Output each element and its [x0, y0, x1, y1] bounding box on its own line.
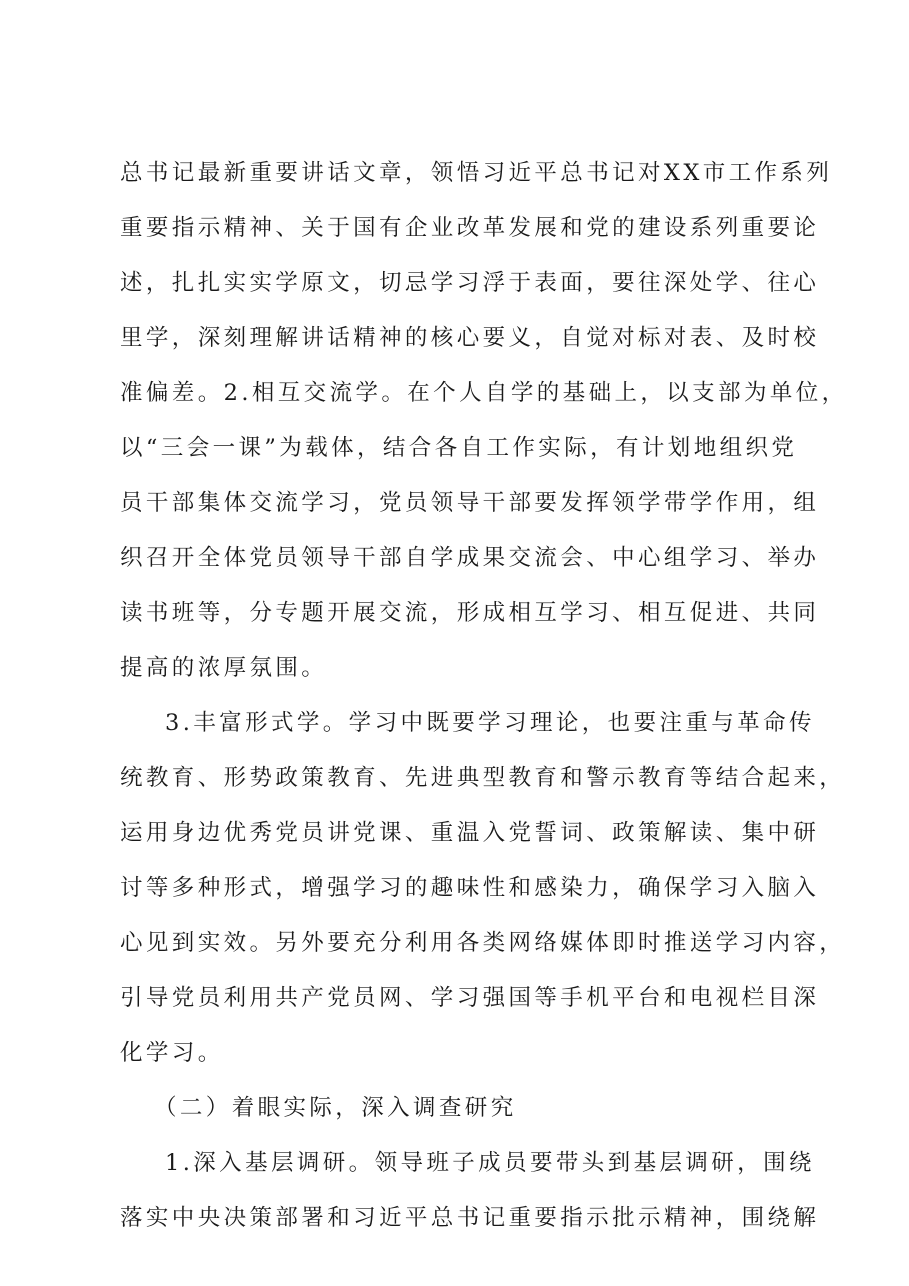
paragraph-line: 重要指示精神、关于国有企业改革发展和党的建设系列重要论 [120, 215, 820, 241]
paragraph-3 [120, 1136, 820, 1246]
paragraph-line: 读书班等，分专题开展交流，形成相互学习、相互促进、共同 [120, 600, 820, 626]
paragraph-line: 运用身边优秀党员讲党课、重温入党誓词、政策解读、集中研 [120, 820, 820, 846]
section-heading: （二）着眼实际，深入调查研究 [154, 1095, 517, 1121]
document-body [120, 146, 848, 1246]
paragraph-line: 引导党员利用共产党员网、学习强国等手机平台和电视栏目深 [120, 985, 820, 1011]
paragraph-line: 心见到实效。另外要充分利用各类网络媒体即时推送学习内容， [120, 930, 846, 956]
paragraph-line: 织召开全体党员领导干部自学成果交流会、中心组学习、举办 [120, 545, 820, 571]
paragraph-line: 述，扎扎实实学原文，切忌学习浮于表面，要往深处学、往心 [120, 270, 820, 296]
paragraph-line: 准偏差。2.相互交流学。在个人自学的基础上，以支部为单位， [120, 380, 848, 406]
paragraph-2 [120, 696, 846, 1081]
paragraph-line: 里学，深刻理解讲话精神的核心要义，自觉对标对表、及时校 [120, 325, 820, 351]
paragraph-line: 统教育、形势政策教育、先进典型教育和警示教育等结合起来， [120, 765, 846, 791]
paragraph-line: 3.丰富形式学。学习中既要学习理论，也要注重与革命传 [165, 710, 815, 736]
paragraph-line: 讨等多种形式，增强学习的趣味性和感染力，确保学习入脑入 [120, 875, 820, 901]
paragraph-line: 总书记最新重要讲话文章，领悟习近平总书记对XX市工作系列 [120, 160, 833, 186]
paragraph-line: 以“三会一课”为载体，结合各自工作实际，有计划地组织党 [120, 435, 798, 461]
paragraph-line: 落实中央决策部署和习近平总书记重要指示批示精神，围绕解 [120, 1205, 820, 1231]
paragraph-line: 员干部集体交流学习，党员领导干部要发挥领学带学作用，组 [120, 490, 820, 516]
paragraph-1 [120, 146, 848, 696]
paragraph-line: 1.深入基层调研。领导班子成员要带头到基层调研，围绕 [165, 1150, 815, 1176]
paragraph-line: 化学习。 [120, 1040, 224, 1066]
paragraph-line: 提高的浓厚氛围。 [120, 655, 328, 681]
